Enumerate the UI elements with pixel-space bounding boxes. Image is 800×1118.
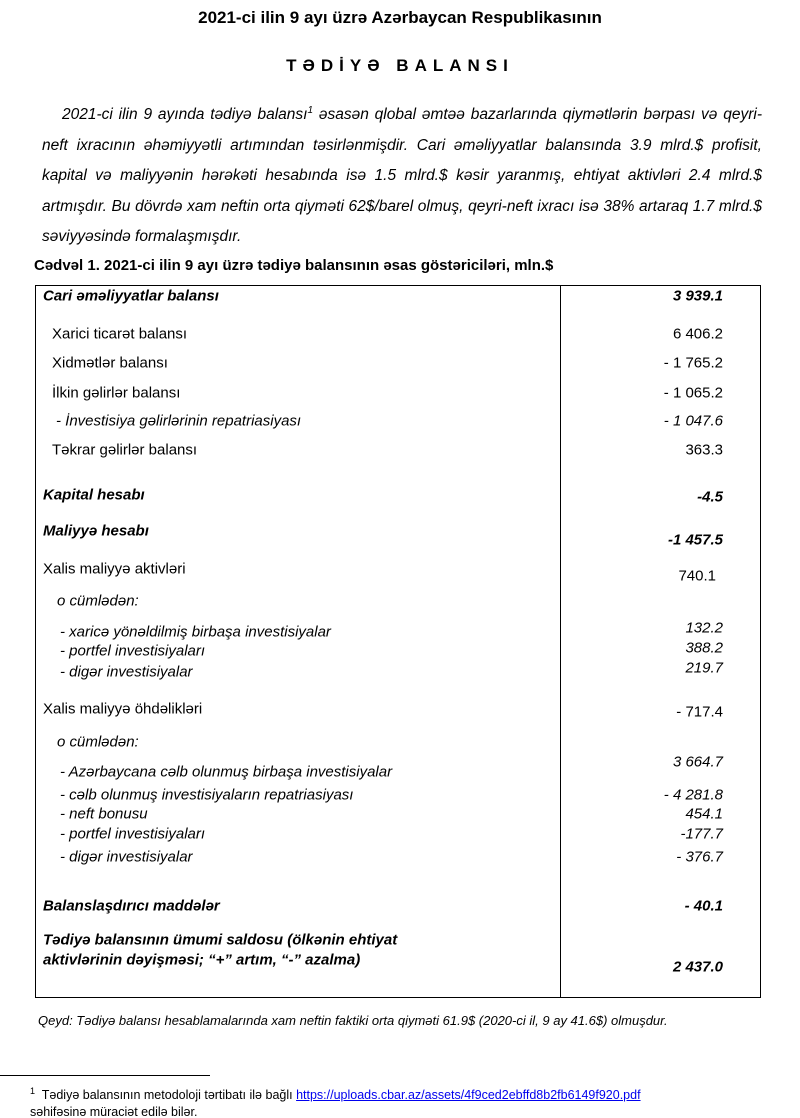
- row-label: - neft bonusu: [60, 805, 148, 823]
- row-label: İlkin gəlirlər balansı: [52, 384, 181, 402]
- footnote-mark: 1: [30, 1086, 36, 1096]
- footnote-link[interactable]: https://uploads.cbar.az/assets/4f9ced2ebffd8b2fb6149f920.pdf: [296, 1088, 641, 1103]
- row-label-line2: aktivlərinin dəyişməsi; “+” artım, “-” azalma): [43, 951, 361, 969]
- row-label: - İnvestisiya gəlirlərinin repatriasiyası: [56, 412, 302, 430]
- row-label: Balanslaşdırıcı maddələr: [43, 897, 220, 915]
- row-label: o cümlədən:: [57, 592, 139, 610]
- row-label: - cəlb olunmuş investisiyaların repatriasiyası: [60, 786, 354, 804]
- table-caption: Cədvəl 1. 2021-ci ilin 9 ayı üzrə tədiyə balansının əsas göstəriciləri, mln.$: [34, 257, 554, 274]
- row-value: -4.5: [697, 488, 723, 506]
- row-value: - 40.1: [684, 897, 723, 915]
- row-label: - portfel investisiyaları: [60, 825, 206, 843]
- row-label: - xaricə yönəldilmiş birbaşa investisiyalar: [60, 623, 331, 641]
- row-value: 2 437.0: [672, 958, 723, 976]
- row-value: 132.2: [685, 619, 723, 637]
- row-label: Maliyyə hesabı: [43, 522, 149, 540]
- row-value: 6 406.2: [672, 325, 723, 343]
- row-value: - 717.4: [676, 703, 723, 721]
- row-value: -177.7: [680, 825, 723, 843]
- row-label: Təkrar gəlirlər balansı: [52, 441, 198, 459]
- row-label: - digər investisiyalar: [60, 663, 193, 681]
- row-label: Xidmətlər balansı: [52, 354, 168, 372]
- row-value: 363.3: [685, 441, 723, 459]
- row-label: o cümlədən:: [57, 733, 139, 751]
- document-subtitle: TƏDİYƏ BALANSI: [286, 56, 514, 75]
- row-label: - Azərbaycana cəlb olunmuş birbaşa investisiyalar: [60, 763, 393, 781]
- column-divider: [560, 285, 561, 997]
- row-value: -1 457.5: [667, 531, 723, 549]
- intro-text: 2021-ci ilin 9 ayında tədiyə balansı: [62, 106, 308, 124]
- intro-paragraph: [42, 96, 762, 253]
- row-value: 740.1: [678, 567, 716, 585]
- footnote-text-end: səhifəsinə müraciət edilə bilər.: [30, 1105, 198, 1118]
- row-label: Xalis maliyyə öhdəlikləri: [43, 700, 203, 718]
- row-label: - portfel investisiyaları: [60, 642, 206, 660]
- row-value: 3 664.7: [672, 753, 723, 771]
- footnote-separator: [0, 1075, 210, 1076]
- document-title: 2021-ci ilin 9 ayı üzrə Azərbaycan Respublikasının: [198, 8, 602, 27]
- row-value: - 4 281.8: [663, 786, 723, 804]
- row-value: - 1 765.2: [663, 354, 723, 372]
- intro-text-rest: əsasən qlobal əmtəə bazarlarında qiymətlərin bərpası və qeyri-neft ixracının əhəmiyyətli artımından təsirlənmişdir. Cari əməliyyatlar balansında 3.9 mlrd.$ profisit, kapital və maliyyənin hərəkəti hesabında isə 1.5 mlrd.$ kəsir yaranmış, ehtiyat aktivləri 2.4 mlrd.$ artmışdır. Bu dövrdə xam neftin orta qiyməti 62$/barel olmuş, qeyri-neft ixracı isə 38% artaraq 1.7 mlrd.$ səviyyəsində formalaşmışdır.: [42, 106, 762, 246]
- row-value: - 1 047.6: [663, 412, 723, 430]
- row-value: 219.7: [685, 659, 723, 677]
- row-label: Xalis maliyyə aktivləri: [43, 560, 186, 578]
- footnote-text: Tədiyə balansının metodoloji tərtibatı ilə bağlı: [41, 1088, 293, 1103]
- row-label: Xarici ticarət balansı: [52, 325, 188, 343]
- row-label: - digər investisiyalar: [60, 848, 193, 866]
- row-label: Cari əməliyyatlar balansı: [43, 287, 219, 305]
- row-value: 454.1: [685, 805, 723, 823]
- row-value: - 376.7: [676, 848, 723, 866]
- row-value: 388.2: [685, 639, 723, 657]
- footnote: [30, 1083, 750, 1118]
- row-value: - 1 065.2: [663, 384, 723, 402]
- row-label: Tədiyə balansının ümumi saldosu (ölkənin ehtiyat: [43, 931, 398, 949]
- row-label: Kapital hesabı: [43, 486, 145, 504]
- table-note: Qeyd: Tədiyə balansı hesablamalarında xam neftin faktiki orta qiyməti 61.9$ (2020-ci il, 9 ay 41.6$) olmuşdur.: [38, 1013, 668, 1028]
- footnote-ref: 1: [307, 105, 313, 116]
- row-value: 3 939.1: [672, 287, 723, 305]
